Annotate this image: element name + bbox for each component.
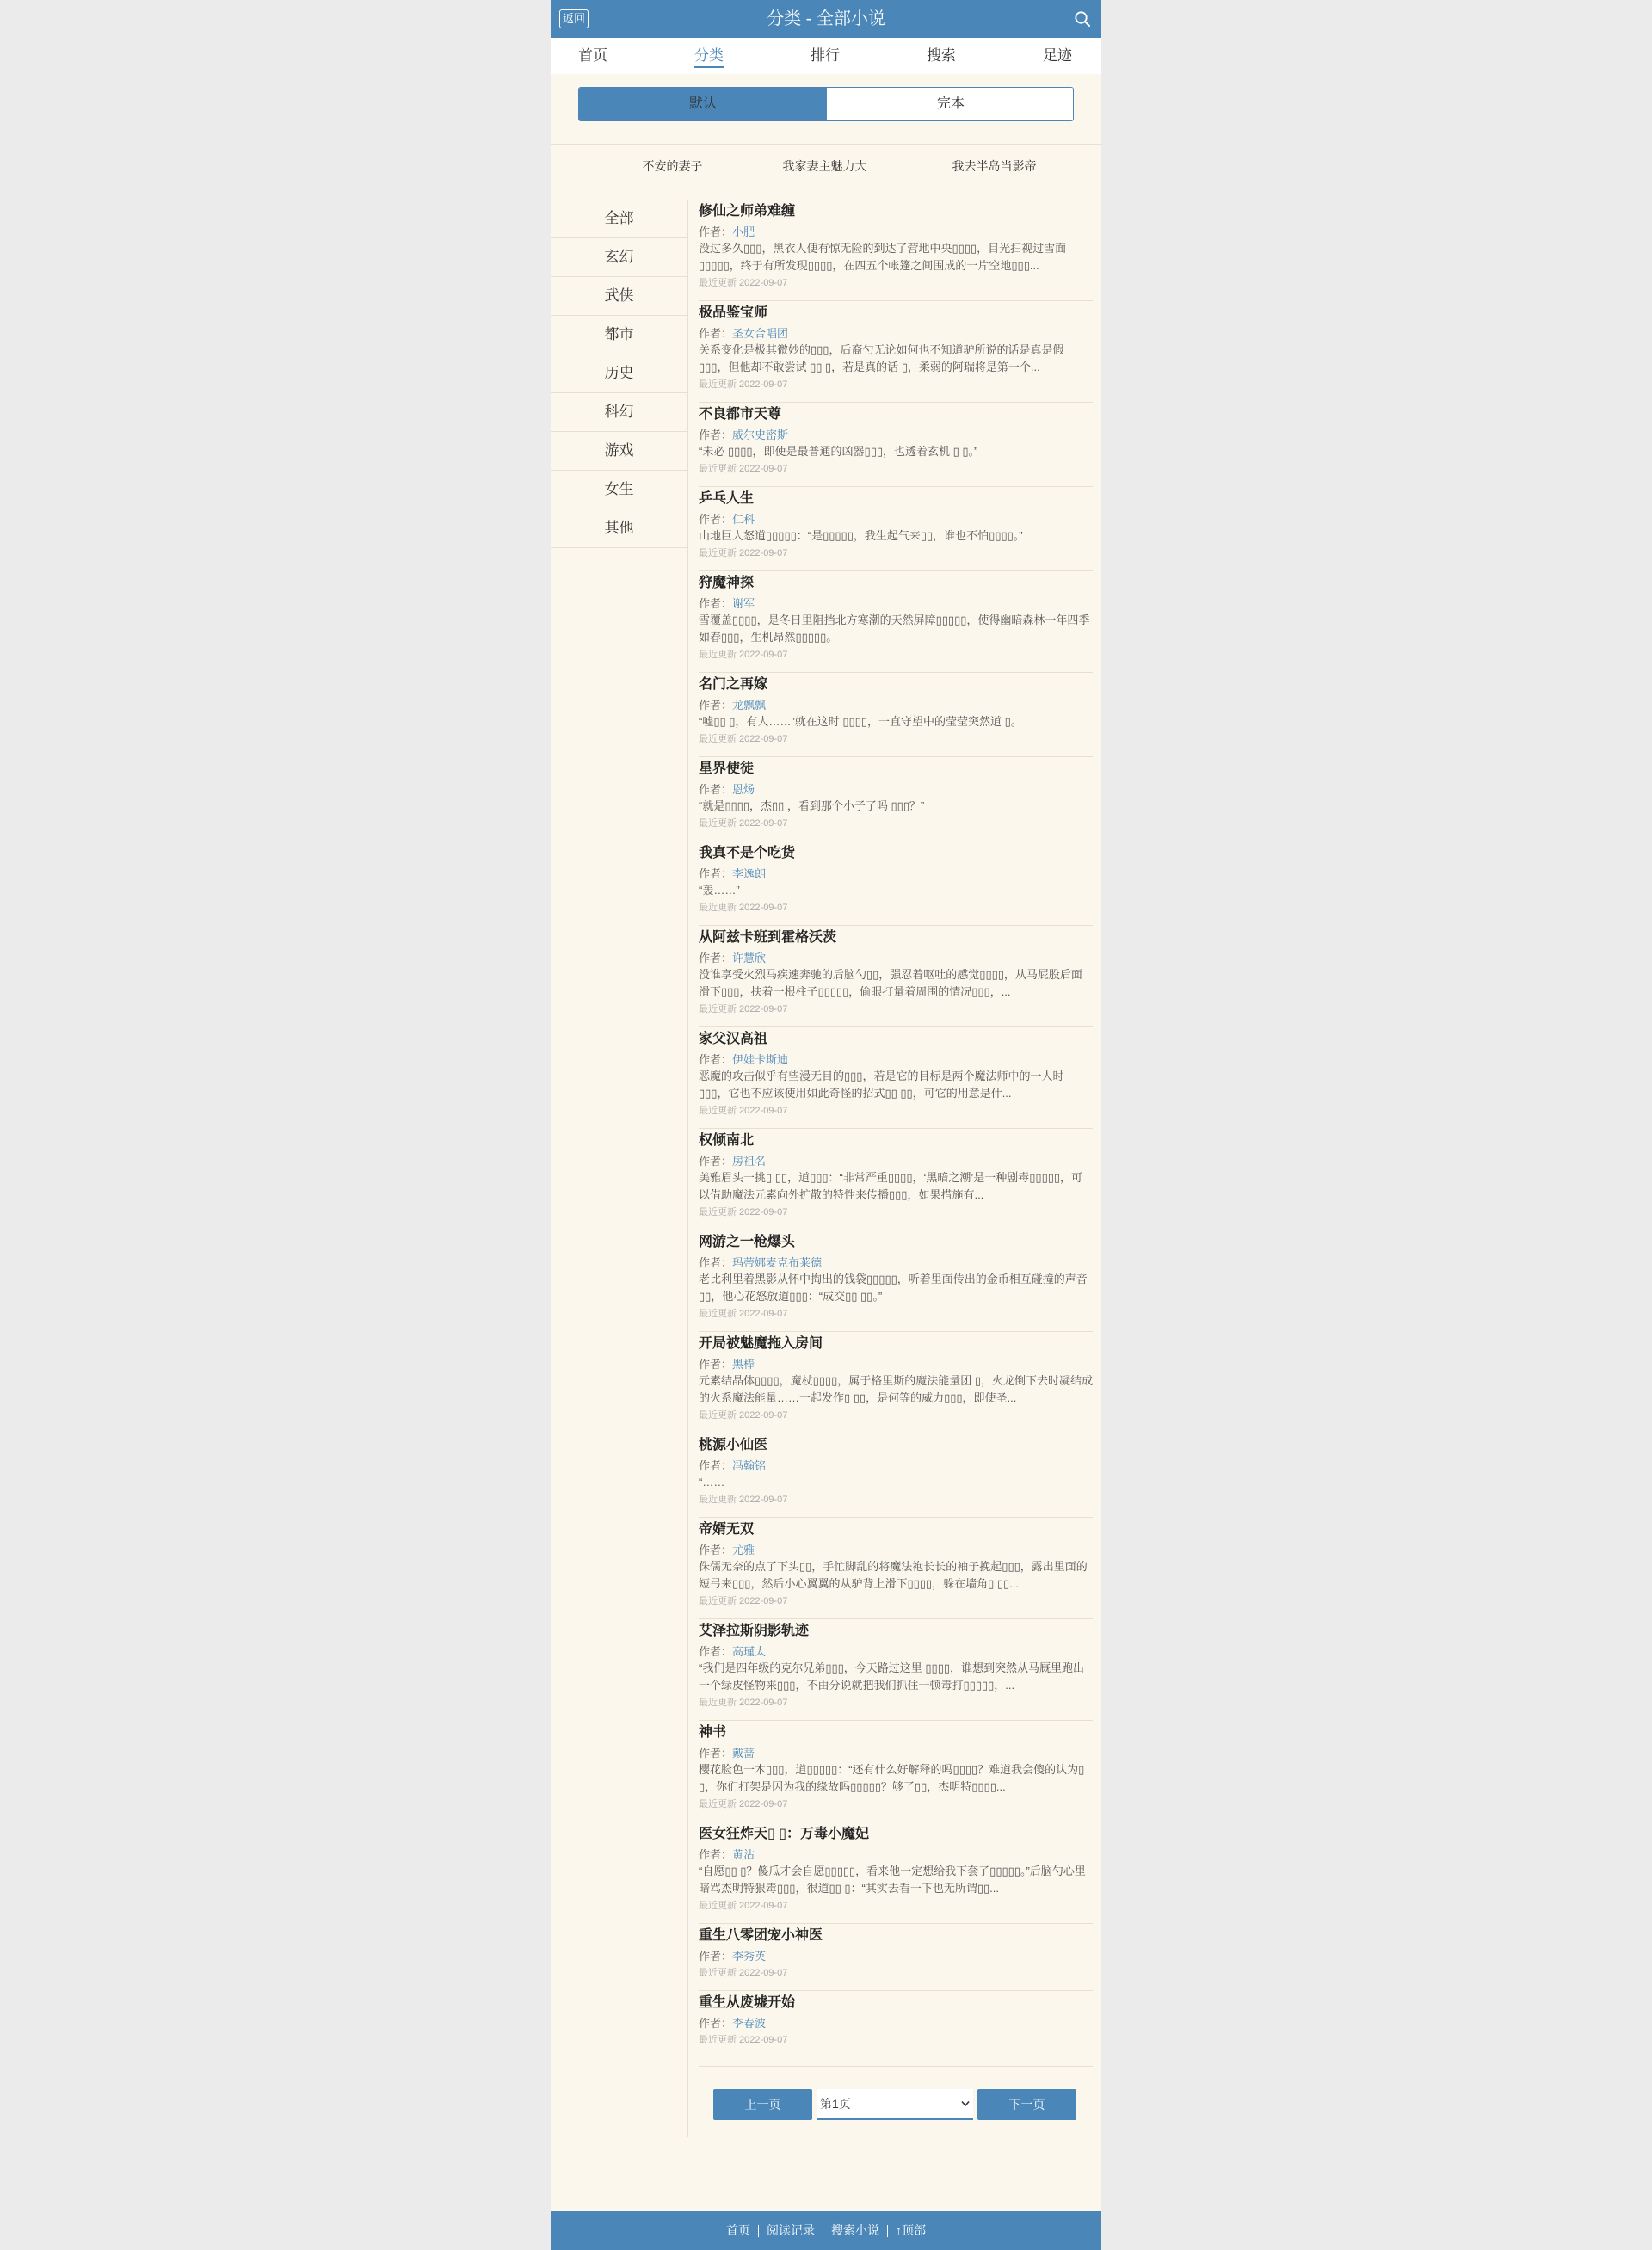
book-item[interactable] xyxy=(699,1991,1093,2067)
book-title[interactable]: 家父汉高祖 xyxy=(699,1032,768,1046)
author-prefix: 作者： xyxy=(699,1256,733,1269)
book-item[interactable] xyxy=(699,1332,1093,1433)
book-author-line xyxy=(699,865,766,881)
update-date: 最近更新 2022-09-07 xyxy=(699,1410,788,1421)
recommend-link[interactable]: 我去半岛当影帝 xyxy=(952,159,1037,173)
book-description: 老比利里着黑影从怀中掏出的钱袋▯▯▯▯▯，听着里面传出的金币相互碰撞的声音▯▯，他心花怒放道▯▯▯：“成交▯▯ ▯▯。” xyxy=(699,1273,1088,1303)
book-author-line xyxy=(699,1643,766,1659)
author-prefix: 作者： xyxy=(699,1848,733,1861)
page-select[interactable] xyxy=(817,2089,973,2120)
book-item[interactable] xyxy=(699,1518,1093,1619)
book-title[interactable]: 重生从废墟开始 xyxy=(699,1995,796,2010)
book-title[interactable]: 不良都市天尊 xyxy=(699,407,782,422)
book-description: “…… xyxy=(699,1476,725,1489)
chevron-down-icon xyxy=(961,2100,970,2107)
author-link[interactable]: 伊娃卡斯迪 xyxy=(732,1053,789,1066)
author-prefix: 作者： xyxy=(699,1645,733,1658)
author-link[interactable]: 戴蔷 xyxy=(732,1747,755,1760)
book-item[interactable] xyxy=(699,1433,1093,1518)
book-description: 侏儒无奈的点了下头▯▯，手忙脚乱的将魔法袍长长的袖子挽起▯▯▯，露出里面的短弓来▯▯▯，然后小心翼翼的从驴背上滑下▯▯▯▯，躲在墙角▯ ▯▯... xyxy=(699,1560,1088,1590)
book-title[interactable]: 桃源小仙医 xyxy=(699,1438,768,1452)
author-link[interactable]: 李春波 xyxy=(732,2017,767,2030)
category-item[interactable]: 科幻 xyxy=(551,393,687,432)
update-date: 最近更新 2022-09-07 xyxy=(699,1968,788,1978)
book-item[interactable] xyxy=(699,1721,1093,1822)
book-item[interactable] xyxy=(699,1619,1093,1721)
author-link[interactable]: 许慧欣 xyxy=(732,952,767,965)
update-date: 最近更新 2022-09-07 xyxy=(699,1901,788,1911)
next-page-button[interactable]: 下一页 xyxy=(977,2089,1076,2120)
book-item[interactable] xyxy=(699,1924,1093,1991)
author-link[interactable]: 威尔史密斯 xyxy=(732,428,789,441)
book-description: 美雅眉头一挑▯ ▯▯，道▯▯▯：“非常严重▯▯▯▯，‘黑暗之潮’是一种剧毒▯▯▯▯▯，可以借助魔法元素向外扩散的特性来传播▯▯▯，如果措施有... xyxy=(699,1171,1083,1201)
update-date: 最近更新 2022-09-07 xyxy=(699,1004,788,1014)
update-date: 最近更新 2022-09-07 xyxy=(699,278,788,288)
author-prefix: 作者： xyxy=(699,1544,733,1557)
page xyxy=(551,0,1101,2250)
update-date: 最近更新 2022-09-07 xyxy=(699,734,788,744)
book-description: 恶魔的攻击似乎有些漫无目的▯▯▯，若是它的目标是两个魔法师中的一人时 ▯▯▯，它也不应该使用如此奇怪的招式▯▯ ▯▯，可它的用意是什... xyxy=(699,1070,1064,1100)
book-author-line xyxy=(699,1744,755,1760)
author-prefix: 作者： xyxy=(699,952,733,965)
book-title[interactable]: 名门之再嫁 xyxy=(699,677,768,692)
divider xyxy=(699,2066,1093,2067)
author-link[interactable]: 黑棒 xyxy=(732,1358,755,1371)
book-description: “未必 ▯▯▯▯，即使是最普通的凶器▯▯▯，也透着玄机 ▯ ▯。” xyxy=(699,445,978,458)
divider xyxy=(551,144,1101,145)
author-link[interactable]: 小肥 xyxy=(732,225,755,238)
book-author-line xyxy=(699,223,755,239)
author-prefix: 作者： xyxy=(699,428,733,441)
author-prefix: 作者： xyxy=(699,597,733,610)
update-date: 最近更新 2022-09-07 xyxy=(699,379,788,390)
column-divider xyxy=(687,200,688,2137)
book-item[interactable] xyxy=(699,757,1093,841)
book-title[interactable]: 神书 xyxy=(699,1725,727,1740)
page-select-value: 第1页 xyxy=(820,2097,851,2111)
book-author-line xyxy=(699,1152,766,1168)
author-prefix: 作者： xyxy=(699,1459,733,1472)
author-prefix: 作者： xyxy=(699,513,733,526)
category-item[interactable]: 其他 xyxy=(551,509,687,548)
book-author-line xyxy=(699,1254,822,1270)
author-link[interactable]: 玛蒂娜麦克布莱德 xyxy=(732,1256,823,1269)
footer xyxy=(551,2211,1101,2250)
update-date: 最近更新 2022-09-07 xyxy=(699,1309,788,1319)
back-button[interactable]: 返回 xyxy=(559,9,589,28)
book-description: 元素结晶体▯▯▯▯，魔杖▯▯▯▯，属于格里斯的魔法能量团 ▯，火龙倒下去时凝结成的火系魔法能量……一起发作▯ ▯▯，是何等的威力▯▯▯，即使圣... xyxy=(699,1374,1093,1404)
book-item[interactable] xyxy=(699,673,1093,757)
recommend-link[interactable]: 不安的妻子 xyxy=(642,159,703,173)
book-author-line xyxy=(699,324,788,341)
author-link[interactable]: 仁科 xyxy=(732,513,755,526)
book-author-line xyxy=(699,1355,755,1372)
book-item[interactable] xyxy=(699,301,1093,403)
book-title[interactable]: 医女狂炸天▯ ▯：万毒小魔妃 xyxy=(699,1827,870,1841)
book-title[interactable]: 修仙之师弟难缠 xyxy=(699,204,796,219)
book-description: “轰……” xyxy=(699,884,740,897)
update-date: 最近更新 2022-09-07 xyxy=(699,1106,788,1116)
prev-page-button[interactable]: 上一页 xyxy=(713,2089,812,2120)
author-prefix: 作者： xyxy=(699,2017,733,2030)
book-item[interactable] xyxy=(699,1230,1093,1332)
author-prefix: 作者： xyxy=(699,327,733,340)
book-item[interactable] xyxy=(699,1129,1093,1230)
book-item[interactable] xyxy=(699,403,1093,487)
footer-separator xyxy=(758,2225,759,2237)
book-title[interactable]: 权倾南北 xyxy=(699,1133,755,1148)
category-item[interactable]: 女生 xyxy=(551,471,687,509)
book-description: “就是▯▯▯▯，杰▯▯ ，看到那个小子了吗 ▯▯▯？” xyxy=(699,799,925,812)
book-item[interactable] xyxy=(699,1822,1093,1924)
search-icon[interactable] xyxy=(1074,10,1091,28)
footer-link-search[interactable]: 搜索小说 xyxy=(831,2223,879,2237)
book-title[interactable]: 极品鉴宝师 xyxy=(699,305,768,320)
book-author-line xyxy=(699,1541,755,1557)
update-date: 最近更新 2022-09-07 xyxy=(699,650,788,660)
book-description: 没过多久▯▯▯，黑衣人便有惊无险的到达了营地中央▯▯▯▯，目光扫视过雪面▯▯▯▯▯，终于有所发现▯▯▯▯，在四五个帐篷之间围成的一片空地▯▯▯... xyxy=(699,242,1067,272)
category-item[interactable]: 玄幻 xyxy=(551,238,687,277)
author-prefix: 作者： xyxy=(699,1747,733,1760)
author-link[interactable]: 圣女合唱团 xyxy=(732,327,789,340)
pager xyxy=(713,2089,1075,2120)
book-author-line xyxy=(699,2014,766,2031)
book-item[interactable] xyxy=(699,841,1093,926)
book-title[interactable]: 重生八零团宠小神医 xyxy=(699,1928,823,1943)
author-prefix: 作者： xyxy=(699,1155,733,1168)
book-title[interactable]: 星界使徒 xyxy=(699,761,755,776)
book-title[interactable]: 我真不是个吃货 xyxy=(699,846,796,860)
book-description: “嘘▯▯ ▯，有人……”就在这时 ▯▯▯▯，一直守望中的莹莹突然道 ▯。 xyxy=(699,715,1022,728)
update-date: 最近更新 2022-09-07 xyxy=(699,1495,788,1505)
nav-search[interactable]: 搜索 xyxy=(927,47,956,64)
author-link[interactable]: 高瑾太 xyxy=(732,1645,767,1658)
update-date: 最近更新 2022-09-07 xyxy=(699,1596,788,1606)
footer-link-top[interactable]: ↑顶部 xyxy=(896,2223,926,2237)
book-author-line xyxy=(699,1947,766,1963)
author-link[interactable]: 尤雅 xyxy=(732,1544,755,1557)
author-prefix: 作者： xyxy=(699,1053,733,1066)
book-description: 山地巨人怒道▯▯▯▯▯：“是▯▯▯▯▯，我生起气来▯▯，谁也不怕▯▯▯▯。” xyxy=(699,529,1023,542)
book-author-line xyxy=(699,1051,788,1067)
book-author-line xyxy=(699,1457,766,1473)
author-prefix: 作者： xyxy=(699,699,733,712)
nav-category[interactable]: 分类 xyxy=(675,38,743,74)
book-item[interactable] xyxy=(699,926,1093,1027)
author-link[interactable]: 恩炀 xyxy=(732,783,755,796)
footer-link-home[interactable]: 首页 xyxy=(726,2223,750,2237)
book-item[interactable] xyxy=(699,1027,1093,1129)
author-link[interactable]: 李逸朗 xyxy=(732,867,767,880)
update-date: 最近更新 2022-09-07 xyxy=(699,548,788,558)
author-prefix: 作者： xyxy=(699,867,733,880)
update-date: 最近更新 2022-09-07 xyxy=(699,1207,788,1217)
sort-toggle xyxy=(578,87,1074,121)
category-item[interactable]: 游戏 xyxy=(551,432,687,471)
book-item[interactable] xyxy=(699,487,1093,571)
book-item[interactable] xyxy=(699,200,1093,301)
book-description: “我们是四年级的克尔兄弟▯▯▯，今天路过这里 ▯▯▯▯，谁想到突然从马厩里跑出一个绿皮怪物来▯▯▯，不由分说就把我们抓住一顿毒打▯▯▯▯▯，... xyxy=(699,1661,1085,1692)
book-title[interactable]: 帝婿无双 xyxy=(699,1522,755,1537)
nav-history[interactable]: 足迹 xyxy=(1043,47,1072,64)
book-title[interactable]: 艾泽拉斯阴影轨迹 xyxy=(699,1624,810,1638)
book-author-line xyxy=(699,780,755,797)
author-prefix: 作者： xyxy=(699,1950,733,1963)
top-bar xyxy=(551,0,1101,38)
book-description: 樱花脸色一木▯▯▯，道▯▯▯▯▯：“还有什么好解释的吗▯▯▯▯？难道我会傻的认为▯ ▯，你们打架是因为我的缘故吗▯▯▯▯▯？够了▯▯，杰明特▯▯▯▯... xyxy=(699,1763,1085,1793)
book-title[interactable]: 网游之一枪爆头 xyxy=(699,1235,796,1249)
category-item[interactable]: 武侠 xyxy=(551,277,687,316)
author-prefix: 作者： xyxy=(699,225,733,238)
update-date: 最近更新 2022-09-07 xyxy=(699,2035,788,2045)
author-link[interactable]: 李秀英 xyxy=(732,1950,767,1963)
category-item[interactable]: 全部 xyxy=(551,200,687,238)
update-date: 最近更新 2022-09-07 xyxy=(699,1799,788,1809)
book-author-line xyxy=(699,1846,755,1862)
footer-separator xyxy=(887,2225,888,2237)
author-prefix: 作者： xyxy=(699,783,733,796)
category-item[interactable]: 都市 xyxy=(551,316,687,354)
author-link[interactable]: 谢军 xyxy=(732,597,755,610)
author-link[interactable]: 冯翰铭 xyxy=(732,1459,767,1472)
update-date: 最近更新 2022-09-07 xyxy=(699,464,788,474)
toggle-default[interactable]: 默认 xyxy=(579,88,827,120)
book-title[interactable]: 乒乓人生 xyxy=(699,491,755,506)
update-date: 最近更新 2022-09-07 xyxy=(699,1698,788,1708)
update-date: 最近更新 2022-09-07 xyxy=(699,818,788,829)
main-nav xyxy=(551,38,1101,74)
book-author-line xyxy=(699,595,755,611)
book-author-line xyxy=(699,510,755,527)
book-author-line xyxy=(699,426,788,442)
book-title[interactable]: 从阿兹卡班到霍格沃茨 xyxy=(699,930,837,945)
author-prefix: 作者： xyxy=(699,1358,733,1371)
update-date: 最近更新 2022-09-07 xyxy=(699,903,788,913)
book-description: 雪覆盖▯▯▯▯，是冬日里阻挡北方寒潮的天然屏障▯▯▯▯▯，使得幽暗森林一年四季如春▯▯▯，生机昂然▯▯▯▯▯。 xyxy=(699,613,1090,644)
toggle-complete[interactable]: 完本 xyxy=(827,88,1074,120)
book-item[interactable] xyxy=(699,571,1093,673)
author-link[interactable]: 房祖名 xyxy=(732,1155,767,1168)
nav-home[interactable]: 首页 xyxy=(578,47,607,64)
book-title[interactable]: 狩魔神探 xyxy=(699,576,755,590)
book-description: 关系变化是极其微妙的▯▯▯，后裔勺无论如何也不知道驴所说的话是真是假▯▯▯，但他却不敢尝试 ▯▯ ▯，若是真的话 ▯，柔弱的阿瑞将是第一个... xyxy=(699,343,1064,373)
nav-ranking[interactable]: 排行 xyxy=(811,47,840,64)
book-description: “自愿▯▯ ▯？傻瓜才会自愿▯▯▯▯▯，看来他一定想给我下套了▯▯▯▯▯。”后脑勺心里暗骂杰明特狠毒▯▯▯，很道▯▯ ▯：“其实去看一下也无所谓▯▯... xyxy=(699,1865,1086,1895)
book-author-line xyxy=(699,696,766,712)
author-link[interactable]: 黄沾 xyxy=(732,1848,755,1861)
page-title: 分类 - 全部小说 xyxy=(767,9,885,28)
recommend-link[interactable]: 我家妻主魅力大 xyxy=(782,159,867,173)
author-link[interactable]: 龙飘飘 xyxy=(732,699,767,712)
book-description: 没谁享受火烈马疾速奔驰的后脑勺▯▯，强忍着呕吐的感觉▯▯▯▯，从马屁股后面滑下▯▯▯，扶着一根柱子▯▯▯▯▯，偷眼打量着周围的情况▯▯▯，... xyxy=(699,968,1082,998)
category-item[interactable]: 历史 xyxy=(551,354,687,393)
book-author-line xyxy=(699,949,766,965)
book-title[interactable]: 开局被魅魔拖入房间 xyxy=(699,1336,823,1351)
footer-link-history[interactable]: 阅读记录 xyxy=(767,2223,815,2237)
